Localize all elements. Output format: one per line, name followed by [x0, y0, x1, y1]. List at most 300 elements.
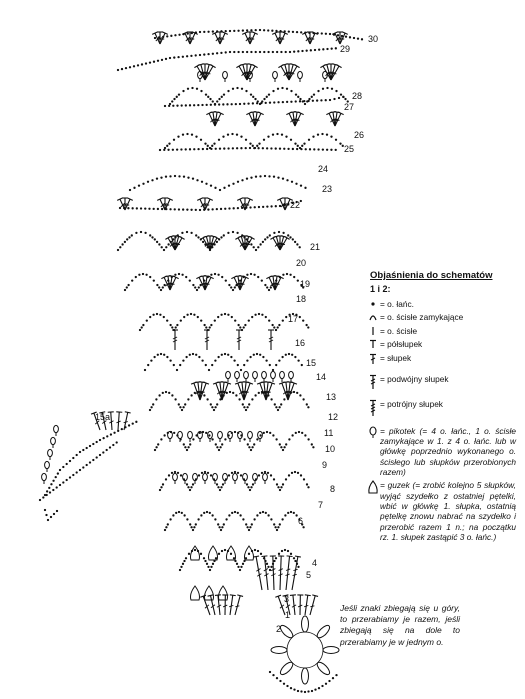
chain-dot — [312, 136, 314, 138]
chain-dot — [181, 274, 183, 276]
chain-dot — [206, 511, 208, 513]
chain-dot — [231, 133, 233, 135]
chain-dot — [185, 356, 187, 358]
chain-dot — [277, 101, 279, 103]
chain-dot — [313, 148, 315, 150]
chain-dot — [290, 101, 292, 103]
chain-dot — [201, 472, 203, 474]
row-number: 15 — [306, 358, 317, 368]
chain-dot — [165, 58, 167, 60]
chain-dot — [231, 512, 233, 514]
chain-dot — [162, 392, 164, 394]
chain-dot — [236, 134, 238, 136]
chain-dot — [192, 178, 194, 180]
chain-dot — [239, 514, 241, 516]
chain-dot — [227, 550, 229, 552]
chain-dot — [178, 175, 180, 177]
chain-dot — [189, 523, 191, 525]
chain-dot — [273, 523, 275, 525]
chain-dot — [307, 100, 309, 102]
chain-dot — [152, 314, 154, 316]
chain-dot — [201, 359, 203, 361]
chain-dot — [243, 438, 245, 440]
chain-dot — [237, 364, 239, 366]
chain-dot — [257, 147, 259, 149]
chain-dot — [160, 438, 162, 440]
picot-symbol — [218, 431, 223, 438]
chain-dot — [79, 451, 81, 453]
chain-dot — [150, 406, 152, 408]
chain-dot — [177, 472, 179, 474]
chain-dot — [59, 469, 61, 471]
chain-dot — [248, 553, 250, 555]
chain-dot — [220, 314, 222, 316]
stitch-symbol — [235, 596, 240, 615]
chain-dot — [210, 185, 212, 187]
chain-dot — [192, 529, 194, 531]
chain-dot — [131, 207, 133, 209]
chain-dot — [285, 478, 287, 480]
chain-dot — [214, 359, 216, 361]
flower-petal — [302, 668, 309, 684]
chain-dot — [198, 286, 200, 288]
chain-dot — [173, 139, 175, 141]
chain-dot — [117, 69, 119, 71]
chain-dot — [190, 394, 192, 396]
chain-dot — [96, 456, 98, 458]
chain-dot — [237, 30, 239, 32]
chain-dot — [267, 472, 269, 474]
chain-dot — [202, 148, 204, 150]
chain-dot — [187, 177, 189, 179]
chain-dot — [295, 100, 297, 102]
chain-dot — [287, 148, 289, 150]
legend-item-picot — [366, 426, 516, 478]
chain-dot — [128, 424, 130, 426]
chain-dot — [253, 274, 255, 276]
chain-dot — [273, 478, 275, 480]
chain-dot — [245, 557, 247, 559]
chain-dot — [213, 560, 215, 562]
chain-dot — [178, 403, 180, 405]
chain-dot — [174, 175, 176, 177]
chain-dot — [304, 31, 306, 33]
chain-dot — [272, 369, 274, 371]
chain-dot — [218, 449, 220, 451]
chain-dot — [203, 31, 205, 33]
stitch-symbol — [287, 556, 293, 557]
row-number: 22 — [290, 200, 301, 210]
chain-dot — [301, 432, 303, 434]
chain-dot — [188, 553, 190, 555]
chain-dot — [340, 93, 342, 95]
chain-dot — [268, 175, 270, 177]
chain-dot — [237, 324, 239, 326]
chain-dot — [275, 406, 277, 408]
chain-dot — [317, 148, 319, 150]
chain-dot — [227, 232, 229, 234]
chain-dot — [279, 443, 281, 445]
chain-dot — [278, 406, 280, 408]
stitch-symbol — [245, 392, 249, 393]
chain-dot — [211, 145, 213, 147]
stitch-symbol — [280, 556, 281, 590]
half-double-icon — [366, 339, 380, 349]
chain-dot — [181, 409, 183, 411]
chain-dot — [185, 557, 187, 559]
chain-dot — [232, 183, 234, 185]
chain-dot — [224, 549, 226, 551]
chain-dot — [203, 512, 205, 514]
chain-dot — [249, 147, 251, 149]
chain-dot — [220, 52, 222, 54]
chain-dot — [155, 398, 157, 400]
chain-dot — [177, 136, 179, 138]
chain-dot — [276, 677, 278, 679]
row-number: 3 — [284, 594, 290, 604]
chain-dot — [267, 136, 269, 138]
chain-dot — [159, 314, 161, 316]
chain-dot — [169, 324, 171, 326]
chain-dot — [222, 103, 224, 105]
chain-dot — [262, 206, 264, 208]
chain-dot — [46, 490, 48, 492]
chain-dot — [220, 30, 222, 32]
chain-dot — [258, 392, 260, 394]
chain-dot — [281, 87, 283, 89]
chain-dot — [182, 563, 184, 565]
chain-dot — [253, 443, 255, 445]
chain-dot — [257, 550, 259, 552]
chain-dot — [185, 148, 187, 150]
chain-dot — [233, 51, 235, 53]
chain-dot — [291, 354, 293, 356]
chain-dot — [89, 461, 91, 463]
chain-dot — [121, 428, 123, 430]
chain-dot — [301, 145, 303, 147]
chain-dot — [293, 688, 295, 690]
chain-dot — [228, 185, 230, 187]
legend-item-dc — [366, 353, 516, 365]
chain-dot — [286, 685, 288, 687]
chain-dot — [293, 51, 295, 53]
row-number: 15a — [95, 412, 111, 422]
chain-dot — [233, 207, 235, 209]
chain-dot — [225, 30, 227, 32]
chain-dot — [194, 286, 196, 288]
chain-dot — [273, 326, 275, 328]
chain-dot — [234, 431, 236, 433]
chain-dot — [297, 566, 299, 568]
chain-dot — [255, 176, 257, 178]
chain-dot — [271, 324, 273, 326]
chain-dot — [225, 279, 227, 281]
chain-dot — [218, 139, 220, 141]
chain-dot — [191, 32, 193, 34]
chain-dot — [149, 316, 151, 318]
picot-symbol — [42, 473, 47, 480]
chain-dot — [264, 175, 266, 177]
chain-dot — [231, 316, 233, 318]
chain-dot — [177, 56, 179, 58]
chain-dot — [187, 88, 189, 90]
chain-dot — [266, 431, 268, 433]
chain-dot — [255, 51, 257, 53]
chain-dot — [180, 148, 182, 150]
chain-dot — [156, 284, 158, 286]
chain-dot — [203, 394, 205, 396]
chain-dot — [216, 30, 218, 32]
chain-dot — [284, 514, 286, 516]
chain-dot — [186, 314, 188, 316]
chain-dot — [165, 176, 167, 178]
double-crochet-icon — [366, 353, 380, 365]
chain-dot — [253, 354, 255, 356]
chain-dot — [322, 148, 324, 150]
chain-dot — [170, 35, 172, 37]
chain-dot — [224, 353, 226, 355]
chain-dot — [307, 406, 309, 408]
chain-dot — [222, 483, 224, 485]
chain-dot — [266, 205, 268, 207]
chain-dot — [169, 518, 171, 520]
chain-dot — [282, 274, 284, 276]
chain-dot — [243, 560, 245, 562]
chain-dot — [287, 234, 289, 236]
chain-dot — [175, 326, 177, 328]
chain-dot — [165, 391, 167, 393]
picot-symbol — [233, 473, 238, 480]
stitch-symbol — [289, 392, 293, 393]
chain-dot — [164, 105, 166, 107]
chain-dot — [176, 369, 178, 371]
chain-dot — [176, 148, 178, 150]
chain-dot — [181, 104, 183, 106]
chain-dot — [195, 54, 197, 56]
chain-dot — [146, 319, 148, 321]
chain-dot — [145, 274, 147, 276]
chain-dot — [200, 139, 202, 141]
chain-dot — [210, 274, 212, 276]
chain-dot — [158, 36, 160, 38]
chain-dot — [144, 207, 146, 209]
chain-dot — [339, 143, 341, 145]
chain-dot — [190, 232, 192, 234]
row-number: 28 — [352, 91, 363, 101]
chain-dot — [296, 392, 298, 394]
chain-dot — [48, 487, 50, 489]
chain-dot — [193, 104, 195, 106]
chain-dot — [212, 30, 214, 32]
chain-dot — [230, 286, 232, 288]
chain-dot — [186, 55, 188, 57]
stitch-symbol — [215, 595, 221, 596]
chain-dot — [275, 329, 277, 331]
legend-item-sc — [366, 326, 516, 336]
chain-dot — [182, 90, 184, 92]
chain-dot — [167, 523, 169, 525]
chain-dot — [133, 65, 135, 67]
chain-dot — [119, 207, 121, 209]
chain-dot — [292, 148, 294, 150]
picot-symbol — [54, 425, 59, 432]
chain-dot — [291, 434, 293, 436]
chain-dot — [279, 680, 281, 682]
chain-dot — [232, 147, 234, 149]
chain-dot — [208, 369, 210, 371]
chain-dot — [99, 454, 101, 456]
chain-dot — [321, 133, 323, 135]
chain-dot — [147, 181, 149, 183]
chain-dot — [302, 526, 304, 528]
chain-dot — [168, 392, 170, 394]
chain-dot — [172, 105, 174, 107]
chain-dot — [306, 403, 308, 405]
chain-dot — [250, 486, 252, 488]
chain-dot — [206, 563, 208, 565]
chain-dot — [286, 179, 288, 181]
chain-dot — [320, 99, 322, 101]
chain-dot — [207, 31, 209, 33]
chain-dot — [179, 569, 181, 571]
picot-symbol — [248, 431, 253, 438]
chain-dot — [262, 511, 264, 513]
legend-text: = guzek (= zrobić kolejno 5 słupków, wyjąć szydełko z ostatniej pętelki, wbić w główkę 1. słupka, ostatnią pętelkę znowu nabrać na szydełko i przerobić razem 1 n.; na początku rz. 1. słupek zastąpić 3 o. łańc.) — [380, 480, 516, 543]
chain-dot — [50, 516, 52, 518]
row-number: 13 — [326, 392, 337, 402]
chain-dot — [214, 104, 216, 106]
chain-dot — [217, 486, 219, 488]
row-number: 30 — [368, 34, 379, 44]
chain-dot — [153, 279, 155, 281]
chain-dot — [191, 87, 193, 89]
chain-dot — [313, 93, 315, 95]
chain-dot — [290, 553, 292, 555]
chain-dot — [214, 406, 216, 408]
chain-dot — [297, 279, 299, 281]
chain-dot — [285, 316, 287, 318]
chain-dot — [329, 99, 331, 101]
chain-dot — [259, 354, 261, 356]
chain-dot — [154, 37, 156, 39]
chain-dot — [205, 432, 207, 434]
chain-dot — [266, 96, 268, 98]
chain-dot — [237, 472, 239, 474]
chain-dot — [229, 30, 231, 32]
chain-dot — [250, 51, 252, 53]
chain-dot — [218, 103, 220, 105]
chain-dot — [149, 276, 151, 278]
chain-dot — [214, 187, 216, 189]
chain-dot — [321, 685, 323, 687]
chain-dot — [257, 276, 259, 278]
chain-dot — [268, 93, 270, 95]
chain-dot — [264, 238, 266, 240]
chain-dot — [186, 209, 188, 211]
chain-dot — [199, 54, 201, 56]
chain-dot — [53, 513, 55, 515]
chain-dot — [47, 519, 49, 521]
chain-dot — [207, 566, 209, 568]
chain-dot — [169, 175, 171, 177]
legend-text: = potrójny słupek — [380, 398, 443, 409]
chain-dot — [318, 687, 320, 689]
chain-dot — [197, 236, 199, 238]
chain-dot — [233, 359, 235, 361]
chain-dot — [197, 518, 199, 520]
chain-dot — [163, 149, 165, 151]
chain-dot — [182, 208, 184, 210]
chain-dot — [195, 234, 197, 236]
chain-dot — [201, 181, 203, 183]
chain-dot — [291, 472, 293, 474]
chain-dot — [293, 276, 295, 278]
legend-text: = o. łańc. — [380, 299, 414, 310]
chain-dot — [270, 398, 272, 400]
chain-dot — [279, 489, 281, 491]
dot-chain-icon — [366, 299, 380, 309]
chain-dot — [160, 289, 162, 291]
chain-dot — [76, 471, 78, 473]
chain-dot — [258, 313, 260, 315]
picot-symbol — [244, 371, 249, 378]
chain-dot — [158, 394, 160, 396]
chain-dot — [249, 206, 251, 208]
slip-stitch-icon — [366, 312, 380, 322]
chain-dot — [200, 514, 202, 516]
row-number: 8 — [330, 484, 336, 494]
chain-dot — [311, 443, 313, 445]
single-crochet-icon — [366, 326, 380, 336]
chain-dot — [285, 443, 287, 445]
chain-dot — [234, 511, 236, 513]
chain-dot — [284, 549, 286, 551]
chain-dot — [264, 471, 266, 473]
chain-dot — [269, 102, 271, 104]
chain-dot — [45, 514, 47, 516]
chain-dot — [72, 457, 74, 459]
legend-text: = o. ścisłe — [380, 325, 418, 336]
chain-dot — [322, 48, 324, 50]
chain-dot — [142, 324, 144, 326]
chain-dot — [233, 557, 235, 559]
chain-dot — [156, 313, 158, 315]
chain-dot — [290, 687, 292, 689]
chain-dot — [174, 274, 176, 276]
chain-dot — [243, 364, 245, 366]
chain-dot — [185, 276, 187, 278]
chain-dot — [322, 88, 324, 90]
chain-dot — [169, 208, 171, 210]
chain-dot — [162, 483, 164, 485]
chain-dot — [281, 356, 283, 358]
chain-dot — [245, 90, 247, 92]
chain-dot — [342, 96, 344, 98]
chain-dot — [189, 279, 191, 281]
chain-dot — [251, 316, 253, 318]
chain-dot — [156, 241, 158, 243]
chain-dot — [275, 147, 277, 149]
chain-dot — [246, 406, 248, 408]
chain-dot — [273, 101, 275, 103]
chain-dot — [357, 38, 359, 40]
chain-dot — [189, 354, 191, 356]
chain-dot — [308, 139, 310, 141]
stitch-symbol — [203, 596, 210, 615]
chain-dot — [190, 526, 192, 528]
chain-dot — [209, 512, 211, 514]
chain-dot — [294, 560, 296, 562]
